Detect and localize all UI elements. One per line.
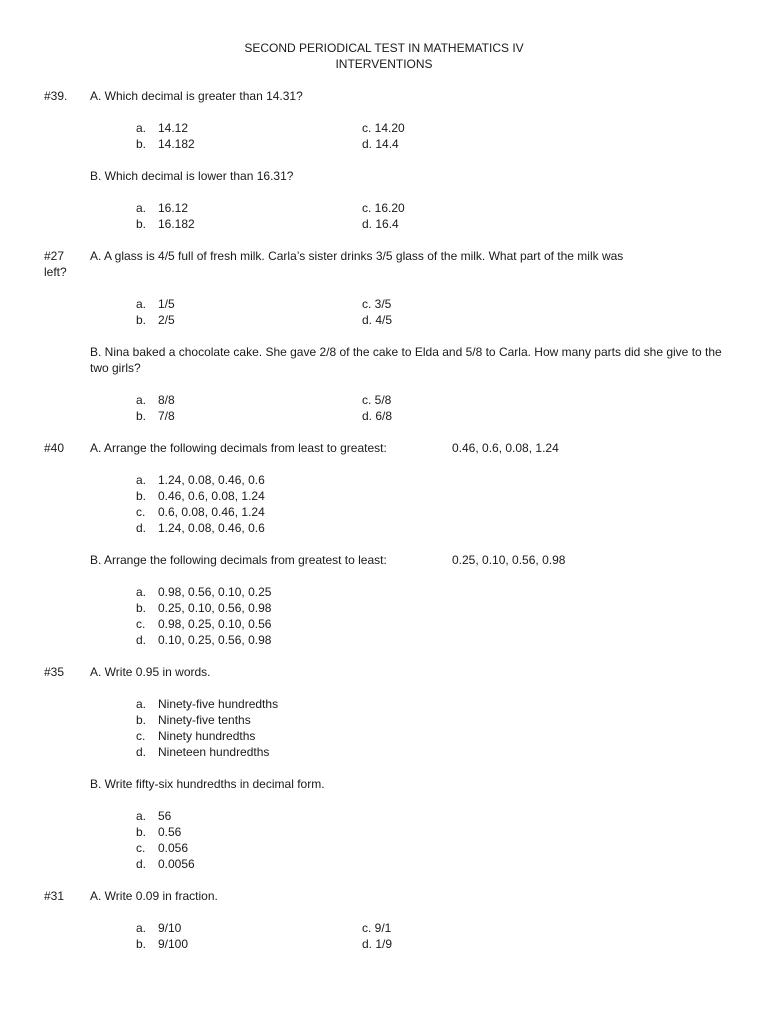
option-letter: c.: [136, 505, 146, 519]
option-letter: d.: [136, 633, 147, 647]
option-letter: b.: [136, 713, 147, 727]
option-letter: a.: [136, 121, 147, 135]
option-text: 16.12: [158, 201, 189, 215]
option-text: 56: [158, 809, 172, 823]
option-letter: c.: [136, 841, 146, 855]
option-a: [136, 584, 271, 600]
option-text: 1/5: [158, 297, 175, 311]
option-letter: d.: [136, 857, 147, 871]
option-text: Ninety-five hundredths: [158, 697, 279, 711]
question-text: B. Write fifty-six hundredths in decimal form.: [90, 777, 325, 791]
question-number: #35: [44, 665, 65, 679]
option-text: 0.0056: [158, 857, 195, 871]
option-text: 14.182: [158, 137, 195, 151]
option-d: d. 16.4: [362, 217, 399, 231]
question-number: #27: [44, 249, 65, 263]
document-title: SECOND PERIODICAL TEST IN MATHEMATICS IV: [244, 41, 524, 55]
option-letter: b.: [136, 313, 147, 327]
option-c: c. 9/1: [362, 921, 392, 935]
option-a: [136, 200, 188, 216]
option-letter: b.: [136, 489, 147, 503]
option-letter: a.: [136, 585, 147, 599]
option-letter: b.: [136, 937, 147, 951]
option-d: d. 4/5: [362, 313, 393, 327]
option-c: c. 16.20: [362, 201, 405, 215]
question-number: #40: [44, 441, 65, 455]
option-b: [136, 824, 181, 840]
option-letter: b.: [136, 217, 147, 231]
option-text: 9/100: [158, 937, 189, 951]
option-a: [136, 920, 181, 936]
option-d: d. 1/9: [362, 937, 393, 951]
option-d: d. 14.4: [362, 137, 399, 151]
option-b: [136, 312, 175, 328]
given-values: 0.25, 0.10, 0.56, 0.98: [452, 553, 566, 567]
option-text: 0.46, 0.6, 0.08, 1.24: [158, 489, 265, 503]
document-subtitle: INTERVENTIONS: [335, 57, 433, 71]
option-letter: a.: [136, 809, 147, 823]
option-text: 14.12: [158, 121, 189, 135]
option-a: [136, 696, 278, 712]
option-letter: a.: [136, 473, 147, 487]
option-c: c. 3/5: [362, 297, 392, 311]
option-letter: a.: [136, 201, 147, 215]
option-a: [136, 296, 175, 312]
option-c: [136, 840, 188, 856]
option-b: [136, 712, 251, 728]
option-text: 0.6, 0.08, 0.46, 1.24: [158, 505, 265, 519]
option-d: [136, 520, 265, 536]
option-c: [136, 504, 265, 520]
option-a: [136, 808, 171, 824]
option-d: [136, 856, 195, 872]
question-text-continued: left?: [44, 265, 67, 279]
option-text: 0.98, 0.56, 0.10, 0.25: [158, 585, 272, 599]
option-text: 0.10, 0.25, 0.56, 0.98: [158, 633, 272, 647]
option-a: [136, 392, 175, 408]
option-d: [136, 744, 269, 760]
option-text: 16.182: [158, 217, 195, 231]
option-letter: a.: [136, 393, 147, 407]
option-b: [136, 600, 271, 616]
option-letter: b.: [136, 825, 147, 839]
option-text: 9/10: [158, 921, 182, 935]
option-letter: b.: [136, 137, 147, 151]
question-text: A. Arrange the following decimals from least to greatest:: [90, 441, 387, 455]
option-letter: d.: [136, 521, 147, 535]
question-text: B. Which decimal is lower than 16.31?: [90, 169, 294, 183]
option-letter: a.: [136, 697, 147, 711]
question-text: A. A glass is 4/5 full of fresh milk. Carla’s sister drinks 3/5 glass of the milk. What part of the milk was: [90, 249, 624, 263]
option-text: 0.25, 0.10, 0.56, 0.98: [158, 601, 272, 615]
option-text: Ninety-five tenths: [158, 713, 251, 727]
question-text: A. Which decimal is greater than 14.31?: [90, 89, 303, 103]
option-letter: b.: [136, 409, 147, 423]
option-d: d. 6/8: [362, 409, 393, 423]
option-c: [136, 616, 271, 632]
question-text: A. Write 0.95 in words.: [90, 665, 211, 679]
option-text: Nineteen hundredths: [158, 745, 270, 759]
option-a: [136, 472, 265, 488]
question-number: #39.: [44, 89, 68, 103]
option-letter: a.: [136, 921, 147, 935]
option-d: [136, 632, 271, 648]
given-values: 0.46, 0.6, 0.08, 1.24: [452, 441, 559, 455]
option-text: 7/8: [158, 409, 175, 423]
option-text: 1.24, 0.08, 0.46, 0.6: [158, 521, 265, 535]
option-letter: c.: [136, 617, 146, 631]
question-text: A. Write 0.09 in fraction.: [90, 889, 218, 903]
option-text: Ninety hundredths: [158, 729, 256, 743]
option-letter: a.: [136, 297, 147, 311]
option-text: 0.056: [158, 841, 189, 855]
option-text: 0.56: [158, 825, 182, 839]
question-text: B. Nina baked a chocolate cake. She gave 2/8 of the cake to Elda and 5/8 to Carla. How many parts did she give to the two girls?: [90, 345, 722, 375]
option-b: [136, 488, 265, 504]
option-b: [136, 136, 195, 152]
option-b: [136, 936, 188, 952]
option-text: 0.98, 0.25, 0.10, 0.56: [158, 617, 272, 631]
option-b: [136, 216, 195, 232]
question-number: #31: [44, 889, 65, 903]
option-c: c. 5/8: [362, 393, 392, 407]
option-text: 8/8: [158, 393, 175, 407]
option-letter: c.: [136, 729, 146, 743]
option-letter: d.: [136, 745, 147, 759]
option-b: [136, 408, 175, 424]
option-letter: b.: [136, 601, 147, 615]
option-a: [136, 120, 188, 136]
question-text: B. Arrange the following decimals from greatest to least:: [90, 553, 387, 567]
option-c: [136, 728, 255, 744]
option-text: 2/5: [158, 313, 175, 327]
option-c: c. 14.20: [362, 121, 405, 135]
option-text: 1.24, 0.08, 0.46, 0.6: [158, 473, 265, 487]
